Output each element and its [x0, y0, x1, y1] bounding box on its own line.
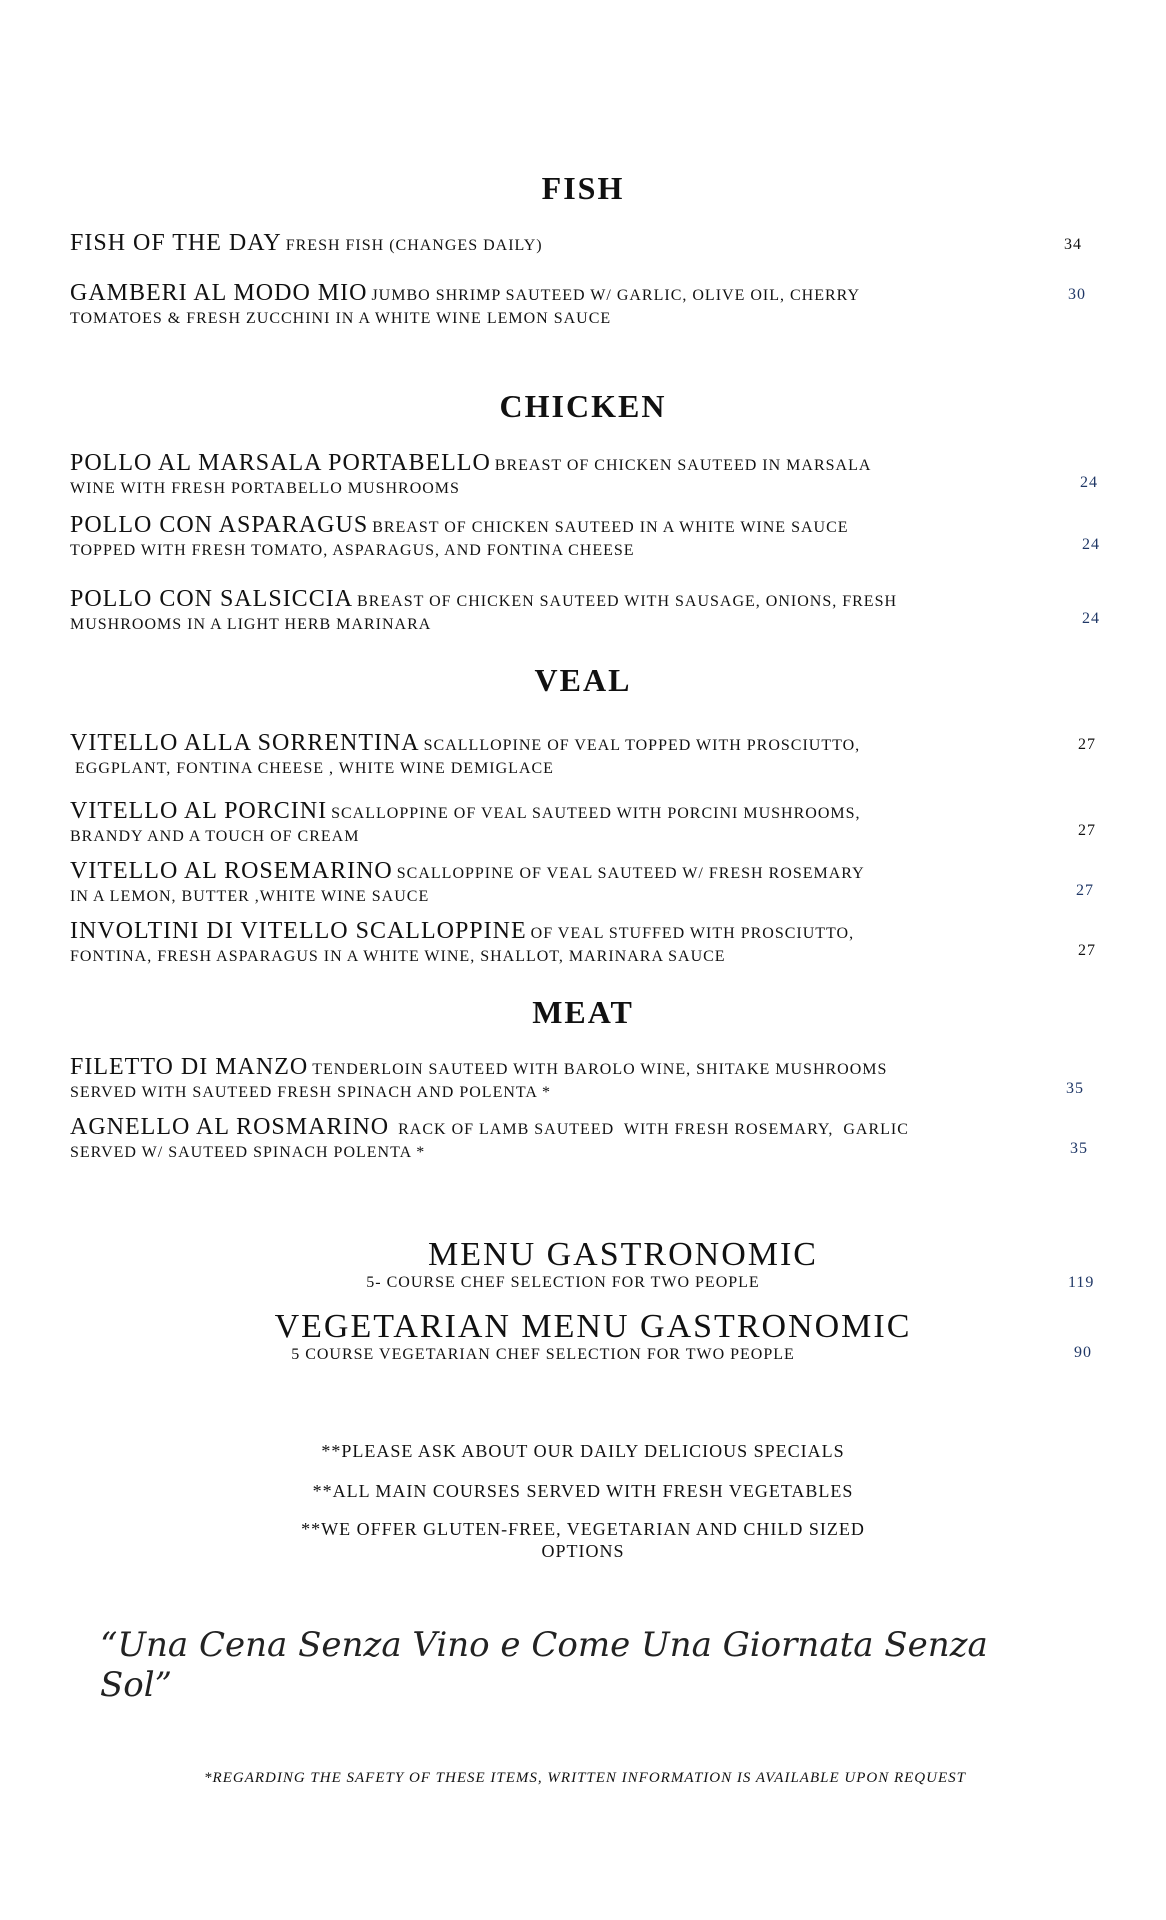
- vegetarian-price: 90: [1074, 1344, 1092, 1361]
- menu-item-pollo-asparagus: [70, 512, 1060, 561]
- menu-item-filetto-di-manzo: [70, 1054, 1060, 1103]
- menu-item-vitello-rosemarino: [70, 858, 1060, 907]
- note-options: [0, 1518, 1166, 1562]
- item-description: TENDERLOIN SAUTEED WITH BAROLO WINE, SHITAKE MUSHROOMS: [312, 1061, 888, 1078]
- item-description-cont: MUSHROOMS IN A LIGHT HERB MARINARA: [70, 616, 432, 633]
- gastronomic-price: 119: [1068, 1274, 1095, 1291]
- note-specials: **PLEASE ASK ABOUT OUR DAILY DELICIOUS SPECIALS: [321, 1441, 845, 1461]
- note-vegetables: **ALL MAIN COURSES SERVED WITH FRESH VEGETABLES: [312, 1481, 854, 1501]
- item-name: FILETTO DI MANZO: [70, 1054, 309, 1080]
- item-price: 27: [1076, 882, 1094, 899]
- item-name: POLLO AL MARSALA PORTABELLO: [70, 450, 491, 476]
- menu-item-vitello-porcini: [70, 798, 1060, 847]
- item-description-cont: TOPPED WITH FRESH TOMATO, ASPARAGUS, AND FONTINA CHEESE: [70, 542, 635, 559]
- note-options-line1: **WE OFFER GLUTEN-FREE, VEGETARIAN AND CHILD SIZED: [301, 1519, 865, 1539]
- gastronomic-title: MENU GASTRONOMIC: [428, 1236, 818, 1273]
- italian-quote: “Una Cena Senza Vino e Come Una Giornata Senza Sol”: [100, 1625, 988, 1705]
- item-description: SCALLLOPINE OF VEAL TOPPED WITH PROSCIUTTO,: [423, 737, 861, 754]
- item-description: SCALLOPPINE OF VEAL SAUTEED W/ FRESH ROSEMARY: [396, 865, 865, 882]
- item-name: FISH OF THE DAY: [70, 230, 282, 256]
- menu-item-pollo-marsala: [70, 450, 1060, 499]
- menu-item-fish-of-the-day: [70, 230, 1060, 259]
- item-description: BREAST OF CHICKEN SAUTEED WITH SAUSAGE, ONIONS, FRESH: [357, 593, 898, 610]
- notes: [0, 1440, 1166, 1562]
- item-price: 35: [1070, 1140, 1088, 1157]
- item-description-cont: SERVED W/ SAUTEED SPINACH POLENTA *: [70, 1144, 426, 1161]
- item-description-cont: WINE WITH FRESH PORTABELLO MUSHROOMS: [70, 480, 460, 497]
- item-price: 24: [1080, 474, 1098, 491]
- item-description: OF VEAL STUFFED WITH PROSCIUTTO,: [530, 925, 855, 942]
- section-title-chicken: CHICKEN: [499, 388, 667, 424]
- note-options-line2: OPTIONS: [541, 1541, 625, 1561]
- item-price: 30: [1068, 286, 1086, 303]
- safety-disclaimer: *REGARDING THE SAFETY OF THESE ITEMS, WRITTEN INFORMATION IS AVAILABLE UPON REQUEST: [204, 1770, 966, 1786]
- gastronomic-description: 5- COURSE CHEF SELECTION FOR TWO PEOPLE: [366, 1274, 760, 1291]
- item-name: VITELLO AL PORCINI: [70, 798, 328, 824]
- item-description-cont: IN A LEMON, BUTTER ,WHITE WINE SAUCE: [70, 888, 430, 905]
- menu-item-pollo-salsiccia: [70, 586, 1060, 635]
- item-price: 27: [1078, 822, 1096, 839]
- item-price: 34: [1064, 236, 1082, 253]
- menu-item-gamberi: [70, 280, 1060, 329]
- gastronomic-menu: [40, 1236, 1166, 1292]
- item-price: 35: [1066, 1080, 1084, 1097]
- menu-item-vitello-sorrentina: [70, 730, 1060, 779]
- item-description: SCALLOPPINE OF VEAL SAUTEED WITH PORCINI MUSHROOMS,: [331, 805, 861, 822]
- vegetarian-menu: [10, 1308, 1166, 1364]
- item-name: POLLO CON ASPARAGUS: [70, 512, 369, 538]
- item-name: AGNELLO AL ROSMARINO: [70, 1114, 390, 1140]
- section-title-fish: FISH: [541, 170, 625, 206]
- item-description-cont: TOMATOES & FRESH ZUCCHINI IN A WHITE WINE LEMON SAUCE: [70, 310, 612, 327]
- item-description: FRESH FISH (CHANGES DAILY): [285, 237, 543, 254]
- item-price: 24: [1082, 610, 1100, 627]
- item-price: 24: [1082, 536, 1100, 553]
- item-description: JUMBO SHRIMP SAUTEED W/ GARLIC, OLIVE OIL, CHERRY: [371, 287, 861, 304]
- item-description: RACK OF LAMB SAUTEED WITH FRESH ROSEMARY, GARLIC: [393, 1121, 909, 1138]
- menu-item-agnello-al-rosmarino: [70, 1114, 1060, 1163]
- item-name: GAMBERI AL MODO MIO: [70, 280, 368, 306]
- item-description: BREAST OF CHICKEN SAUTEED IN A WHITE WINE SAUCE: [372, 519, 849, 536]
- item-description-cont: FONTINA, FRESH ASPARAGUS IN A WHITE WINE, SHALLOT, MARINARA SAUCE: [70, 948, 726, 965]
- menu-item-involtini: [70, 918, 1060, 967]
- item-price: 27: [1078, 942, 1096, 959]
- vegetarian-description: 5 COURSE VEGETARIAN CHEF SELECTION FOR TWO PEOPLE: [291, 1346, 795, 1363]
- item-price: 27: [1078, 736, 1096, 753]
- section-title-meat: MEAT: [532, 994, 634, 1030]
- item-name: VITELLO AL ROSEMARINO: [70, 858, 393, 884]
- item-description-cont: BRANDY AND A TOUCH OF CREAM: [70, 828, 360, 845]
- vegetarian-title: VEGETARIAN MENU GASTRONOMIC: [274, 1308, 912, 1345]
- item-name: POLLO CON SALSICCIA: [70, 586, 354, 612]
- item-description-cont: SERVED WITH SAUTEED FRESH SPINACH AND POLENTA *: [70, 1084, 552, 1101]
- section-title-veal: VEAL: [534, 662, 632, 698]
- item-name: VITELLO ALLA SORRENTINA: [70, 730, 420, 756]
- item-name: INVOLTINI DI VITELLO SCALLOPPINE: [70, 918, 527, 944]
- item-description-cont: EGGPLANT, FONTINA CHEESE , WHITE WINE DEMIGLACE: [70, 760, 554, 777]
- item-description: BREAST OF CHICKEN SAUTEED IN MARSALA: [494, 457, 872, 474]
